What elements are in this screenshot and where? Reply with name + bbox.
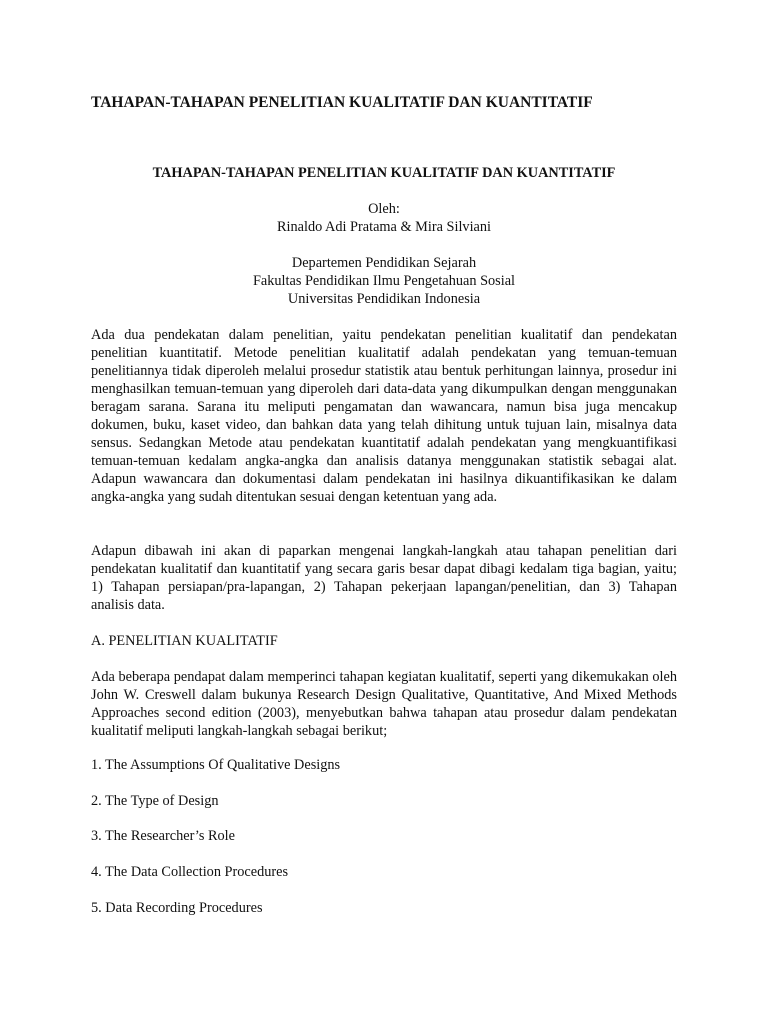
paragraph-qualitative: Ada beberapa pendapat dalam memperinci tahapan kegiatan kualitatif, seperti yang dikemukakan oleh John W. Creswell dalam bukunya Research Design Qualitative, Quantitative, And Mixed Methods Approaches second edition (2003), menyebutkan bahwa tahapan atau prosedur dalam pendekatan kualitatif meliputi langkah-langkah sebagai berikut;	[91, 669, 677, 739]
paragraph-overview: Adapun dibawah ini akan di paparkan mengenai langkah-langkah atau tahapan penelitian dari pendekatan kualitatif dan kuantitatif yang secara garis besar dapat dibagi kedalam tiga bagian, yaitu; 1) Tahapan persiapan/pra-lapangan, 2) Tahapan pekerjaan lapangan/penelitian, dan 3) Tahapan analisis data.	[91, 543, 677, 613]
affiliation-department: Departemen Pendidikan Sejarah	[291, 255, 477, 271]
list-item: 5. Data Recording Procedures	[91, 900, 263, 916]
section-heading: A. PENELITIAN KUALITATIF	[91, 633, 278, 649]
document-title: TAHAPAN-TAHAPAN PENELITIAN KUALITATIF DAN KUANTITATIF	[91, 94, 593, 111]
byline	[91, 200, 677, 236]
paragraph-intro: Ada dua pendekatan dalam penelitian, yaitu pendekatan penelitian kualitatif dan pendekatan penelitian kuantitatif. Metode penelitian kualitatif adalah pendekatan yang temuan-temuan penelitiannya tidak diperoleh melalui prosedur statistik atau bentuk perhitungan lainnya, prosedur ini menghasilkan temuan-temuan yang diperoleh dari data-data yang dikumpulkan dengan menggunakan beragam sarana. Sarana itu meliputi pengamatan dan wawancara, namun bisa juga mencakup dokumen, buku, kaset video, dan bahkan data yang telah dihitung untuk tujuan lain, misalnya data sensus. Sedangkan Metode atau pendekatan kuantitatif adalah pendekatan yang mengkuantifikasi temuan-temuan kedalam angka-angka dan analisis datanya menggunakan statistik sebagai alat. Adapun wawancara dan dokumentasi dalam pendekatan ini hasilnya dikuantifikasikan ke dalam angka-angka yang sudah ditentukan sesuai dengan ketentuan yang ada.	[91, 327, 677, 505]
list-item: 2. The Type of Design	[91, 793, 219, 809]
list-item: 4. The Data Collection Procedures	[91, 864, 289, 880]
affiliation-university: Universitas Pendidikan Indonesia	[287, 291, 481, 307]
list-item: 3. The Researcher’s Role	[91, 828, 235, 844]
affiliation-faculty: Fakultas Pendidikan Ilmu Pengetahuan Sosial	[252, 273, 516, 289]
document-subtitle: TAHAPAN-TAHAPAN PENELITIAN KUALITATIF DAN KUANTITATIF	[152, 165, 616, 181]
byline-label: Oleh:	[368, 201, 400, 217]
list-item: 1. The Assumptions Of Qualitative Designs	[91, 757, 341, 773]
affiliation	[91, 254, 677, 308]
authors: Rinaldo Adi Pratama & Mira Silviani	[276, 219, 492, 235]
